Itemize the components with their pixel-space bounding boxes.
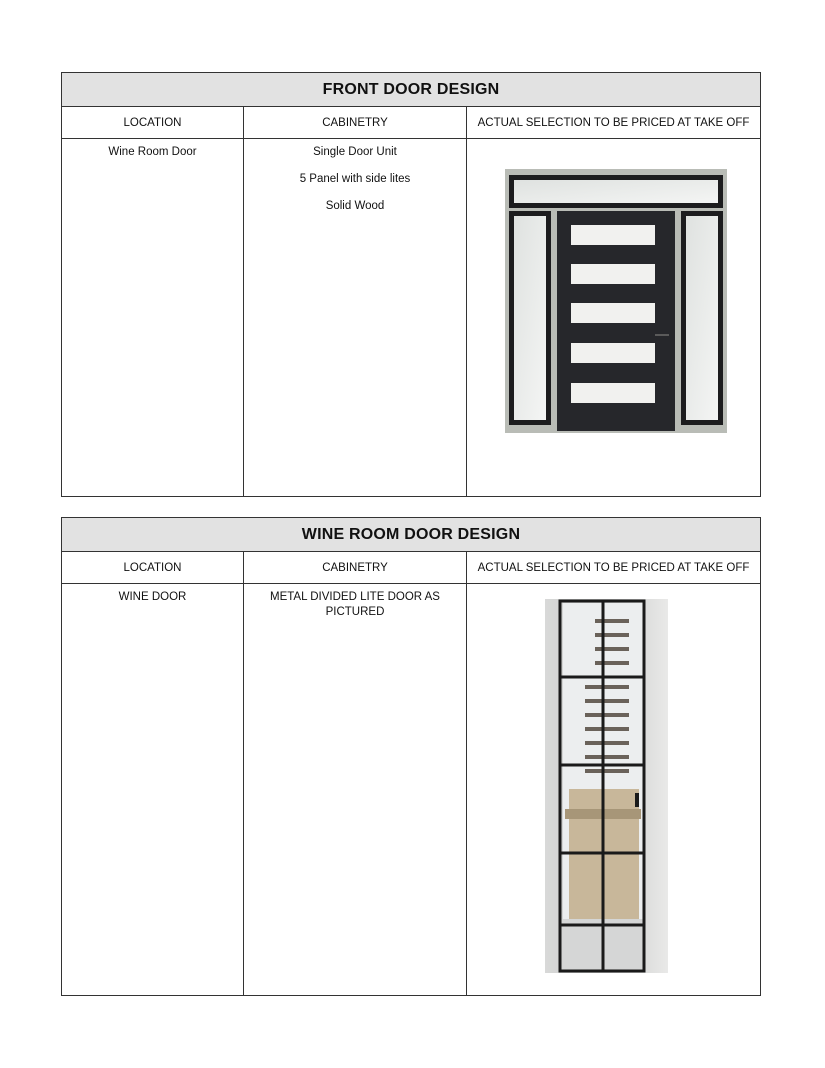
selection-image-cell: [467, 584, 761, 996]
cabinetry-line: Solid Wood: [325, 200, 385, 212]
location-value: Wine Room Door: [108, 146, 197, 158]
cabinetry-line: METAL DIVIDED LITE DOOR AS PICTURED: [270, 591, 440, 618]
cabinetry-line: 5 Panel with side lites: [299, 173, 411, 185]
location-value: WINE DOOR: [118, 591, 187, 603]
selection-image-cell: [467, 139, 761, 497]
metal-divided-lite-wine-door-image: [545, 599, 668, 973]
section-title: FRONT DOOR DESIGN: [62, 73, 761, 107]
location-cell: [62, 584, 244, 996]
column-header-actual-selection: ACTUAL SELECTION TO BE PRICED AT TAKE OFF: [467, 552, 761, 584]
front-door-design-table: [61, 72, 761, 497]
column-header-location: LOCATION: [62, 107, 244, 139]
front-door-with-sidelites-image: [505, 169, 727, 433]
cabinetry-cell: [244, 139, 467, 497]
column-header-cabinetry: CABINETRY: [244, 107, 467, 139]
location-cell: [62, 139, 244, 497]
wine-room-door-design-table: [61, 517, 761, 996]
cabinetry-line: Single Door Unit: [313, 146, 397, 158]
column-header-cabinetry: CABINETRY: [244, 552, 467, 584]
column-header-actual-selection: ACTUAL SELECTION TO BE PRICED AT TAKE OFF: [467, 107, 761, 139]
column-header-location: LOCATION: [62, 552, 244, 584]
section-title: WINE ROOM DOOR DESIGN: [62, 518, 761, 552]
cabinetry-cell: [244, 584, 467, 996]
